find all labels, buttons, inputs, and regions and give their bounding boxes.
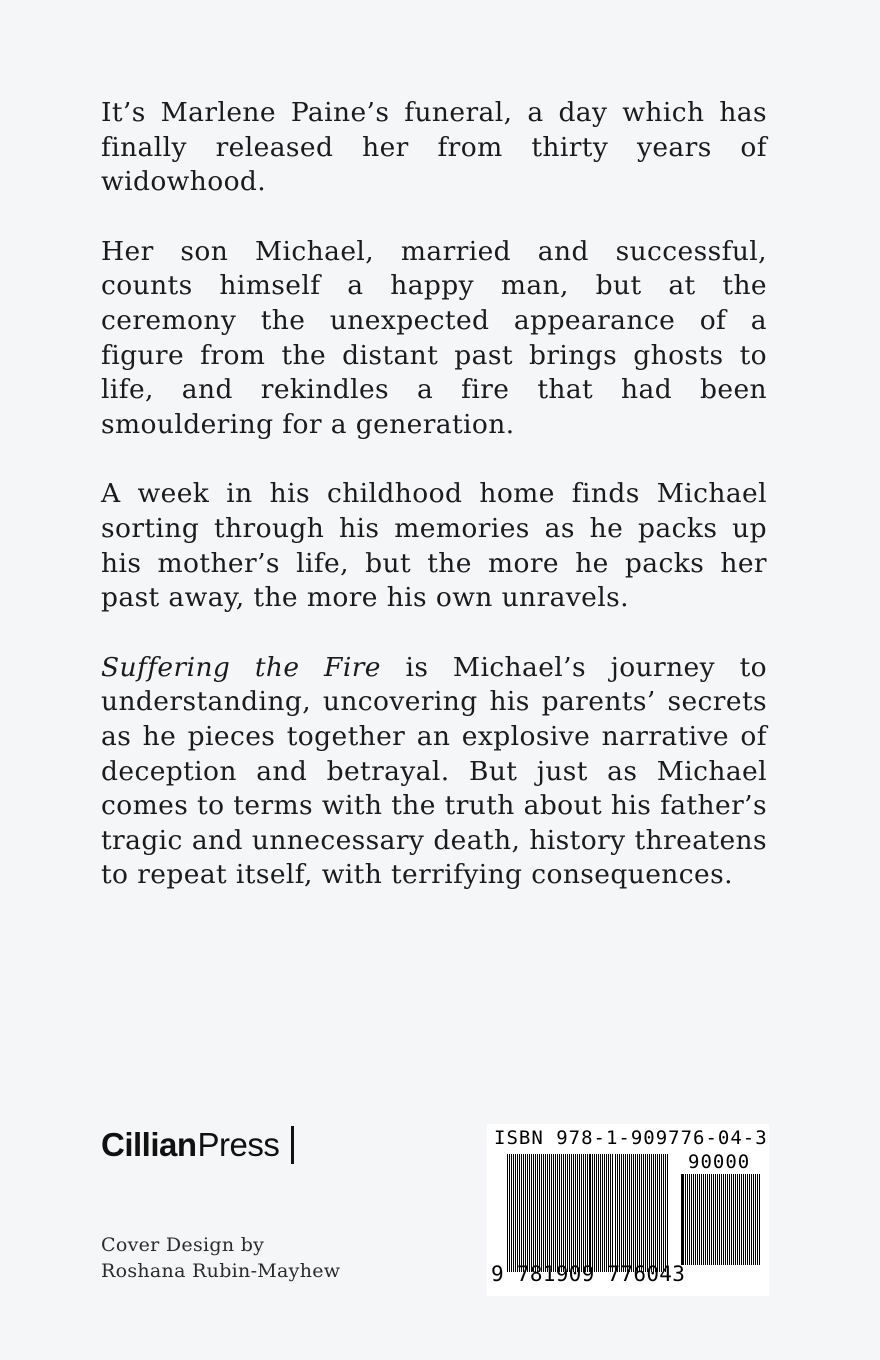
barcode-bar [511,1154,512,1272]
barcode-bar [689,1174,690,1265]
barcode-bar [509,1154,510,1272]
barcode-bar [739,1174,740,1265]
barcode-digits: 9 781909 776043 [491,1262,686,1286]
book-title: Suffering the Fire [101,651,381,683]
barcode-bar [693,1174,694,1265]
barcode-bar [651,1154,652,1272]
barcode-bar [721,1174,722,1265]
barcode-bar [699,1174,700,1265]
barcode-bar [725,1174,726,1265]
barcode-bar [594,1154,595,1272]
barcode-bar [647,1154,648,1272]
barcode-bar [539,1154,540,1272]
barcode-bar [723,1174,724,1265]
credit-line-2: Roshana Rubin-Mayhew [101,1260,341,1282]
barcode-bar [507,1154,508,1272]
barcode-bar [527,1154,528,1272]
barcode-bar [583,1154,584,1272]
barcode-bar [687,1174,688,1265]
barcode-bar [741,1174,742,1265]
barcode-bar [627,1154,628,1272]
barcode-bar [521,1154,522,1272]
barcode-bar [665,1154,666,1272]
barcode-bar [639,1154,640,1272]
barcode-bar [759,1174,760,1265]
barcode-bar [557,1154,558,1272]
barcode-bar [737,1174,738,1265]
barcode-bar [547,1154,548,1272]
barcode-bar [523,1154,524,1272]
publisher-name-bold: Cillian [101,1126,197,1163]
barcode-bar [621,1154,622,1272]
barcode-bar [533,1154,534,1272]
barcode-bar [717,1174,718,1265]
barcode-bar [549,1154,550,1272]
barcode-bar [553,1154,554,1272]
publisher-logo [101,1126,294,1164]
barcode-bar [755,1174,756,1265]
barcode-bar [735,1174,736,1265]
barcode-bar [707,1174,708,1265]
barcode-bar [643,1154,644,1272]
blurb-paragraph-3: A week in his childhood home finds Michael sorting through his memories as he packs up his mother’s life, but the more he packs her past away, the more his own unravels. [101,478,767,614]
barcode-bar [577,1154,578,1272]
barcode-bar [610,1154,611,1272]
barcode-bar [587,1154,588,1272]
barcode-bar [661,1154,662,1272]
barcode-bar [743,1174,744,1265]
blurb-paragraph-4-text: is Michael’s journey to understanding, uncovering his parents’ secrets as he pieces together an explosive narrative of deception and betrayal. But just as Michael comes to terms with the truth about his father’s tragic and unnecessary death, history threatens to repeat itself, with terrifying consequences. [101,651,767,891]
barcode-bar [733,1174,734,1265]
barcode-bar [625,1154,626,1272]
barcode-bar [581,1154,582,1272]
barcode-bar [555,1154,556,1272]
publisher-name-regular: Press [197,1126,280,1163]
barcode-bar [757,1174,758,1265]
barcode-bar [596,1154,597,1272]
barcode-bar [543,1154,544,1272]
barcode-bar [727,1174,728,1265]
barcode-bar [579,1154,580,1272]
barcode-bar [537,1154,538,1272]
barcode-bar [695,1174,696,1265]
barcode-bar [585,1154,586,1272]
barcode-bar [608,1154,609,1272]
barcode-bar [633,1154,634,1272]
back-cover-blurb [101,96,767,928]
barcode-bar [681,1174,684,1265]
barcode-bar [571,1154,572,1272]
barcode-bar [551,1154,552,1272]
barcode-bar [545,1154,546,1272]
barcode-bar [747,1174,748,1265]
barcode-bar [751,1174,752,1265]
barcode-bar [559,1154,560,1272]
barcode-bar [612,1154,613,1272]
barcode-bar [663,1154,664,1272]
blurb-paragraph-1: It’s Marlene Paine’s funeral, a day which has finally released her from thirty years of widowhood. [101,97,767,198]
barcode-bar [517,1154,518,1272]
barcode-bar [575,1154,576,1272]
barcode-bar [617,1154,618,1272]
barcode-bar [731,1174,732,1265]
barcode-bar [515,1154,516,1272]
barcode-bar [749,1174,750,1265]
barcode-bar [715,1174,716,1265]
barcode-bar [657,1154,658,1272]
barcode-bar [719,1174,720,1265]
barcode-bar [697,1174,698,1265]
barcode-bar [701,1174,702,1265]
blurb-paragraph-4 [101,651,767,893]
barcode-bar [519,1154,520,1272]
barcode-bar [604,1154,605,1272]
barcode-bar [629,1154,630,1272]
barcode-bar [531,1154,532,1272]
barcode-bar [659,1154,660,1272]
barcode-bar [592,1154,593,1272]
barcode-bar [703,1174,704,1265]
barcode-bar [563,1154,564,1272]
barcode-bar [713,1174,714,1265]
barcode-bar [655,1154,656,1272]
barcode-bar [598,1154,599,1272]
barcode-bar [745,1174,746,1265]
barcode-bar [561,1154,562,1272]
barcode-bar [653,1154,654,1272]
barcode-bar [667,1154,668,1272]
barcode-bar [513,1154,514,1272]
barcode-bar [602,1154,603,1272]
barcode-bar [729,1174,730,1265]
barcode-bar [637,1154,638,1272]
barcode-bar [711,1174,712,1265]
price-code: 90000 [688,1151,751,1173]
logo-divider-bar [291,1126,294,1164]
barcode-bar [569,1154,570,1272]
credit-line-1: Cover Design by [101,1234,265,1256]
barcode-bar [541,1154,542,1272]
barcode-bar [600,1154,601,1272]
barcode-bar [641,1154,642,1272]
barcode-bar [685,1174,686,1265]
barcode-bar [615,1154,616,1272]
isbn-barcode [487,1124,769,1296]
barcode-bar [631,1154,632,1272]
barcode-bar [567,1154,568,1272]
barcode-bar [623,1154,624,1272]
barcode-bar [565,1154,566,1272]
barcode-bar [573,1154,574,1272]
barcode-bar [691,1174,692,1265]
barcode-bar [753,1174,754,1265]
barcode-bar [705,1174,706,1265]
blurb-paragraph-2: Her son Michael, married and successful, counts himself a happy man, but at the ceremony the unexpected appearance of a figure from the distant past brings ghosts to life, and rekindles a fire that had been smouldering for a generation. [101,235,767,440]
barcode-bar [535,1154,536,1272]
barcode-bar [606,1154,607,1272]
isbn-label: ISBN 978-1-909776-04-3 [494,1127,768,1149]
barcode-bar [709,1174,710,1265]
barcode-bar [619,1154,620,1272]
barcode-bar [589,1154,591,1272]
cover-design-credit [101,1232,340,1284]
barcode-bar [645,1154,646,1272]
barcode-bar [649,1154,650,1272]
barcode-bar [529,1154,530,1272]
barcode-bar [635,1154,636,1272]
barcode-bar [525,1154,526,1272]
